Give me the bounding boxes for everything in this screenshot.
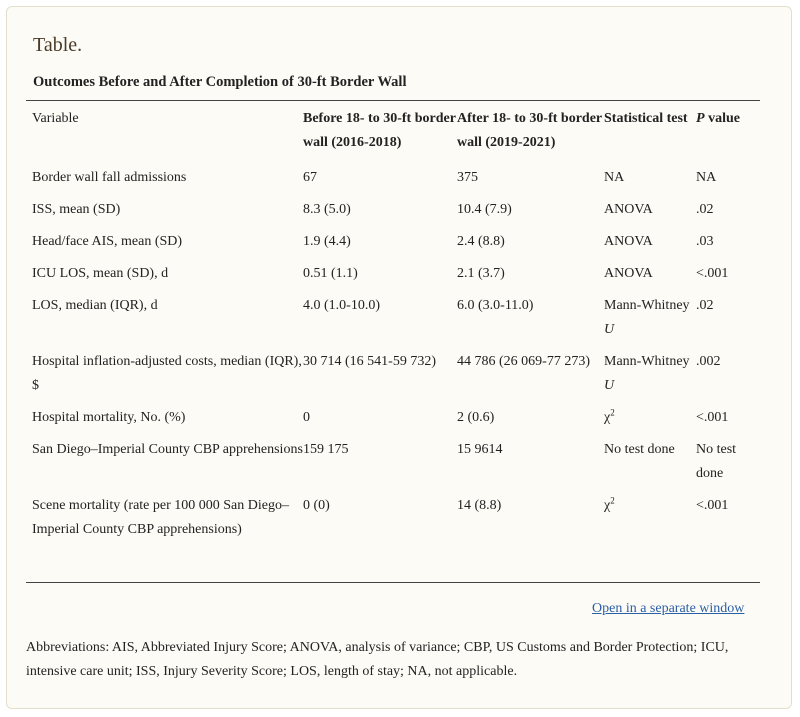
table-row: [26, 344, 760, 400]
cell-before: 1.9 (4.4): [303, 234, 351, 249]
header-before: Before 18- to 30-ft border wall (2016-2018): [303, 111, 456, 150]
header-p-rest: value: [704, 111, 740, 126]
cell-variable: Hospital inflation-adjusted costs, median (IQR), $: [32, 354, 302, 393]
table-bottom-rule: [26, 582, 760, 583]
cell-variable: ICU LOS, mean (SD), d: [32, 266, 169, 281]
cell-before: 8.3 (5.0): [303, 202, 351, 217]
open-in-separate-window-link[interactable]: Open in a separate window: [592, 601, 745, 616]
cell-p: .002: [696, 354, 721, 369]
cell-before: 30 714 (16 541-59 732): [303, 354, 436, 369]
header-variable: Variable: [32, 111, 79, 126]
cell-test: [604, 344, 696, 400]
cell-p: .02: [696, 202, 714, 217]
cell-test-italic: U: [604, 322, 615, 337]
header-after: After 18- to 30-ft border wall (2019-2021): [457, 111, 602, 150]
cell-test: ANOVA: [604, 202, 653, 217]
cell-p: No test done: [696, 442, 737, 481]
cell-after: 44 786 (26 069-77 273): [457, 354, 590, 369]
cell-before: 159 175: [303, 442, 349, 457]
cell-p: NA: [696, 170, 717, 185]
cell-variable: Border wall fall admissions: [32, 170, 187, 185]
cell-after: 2.1 (3.7): [457, 266, 505, 281]
cell-p: <.001: [696, 410, 729, 425]
abbreviations-footnote: Abbreviations: AIS, Abbreviated Injury Score; ANOVA, analysis of variance; CBP, US Customs and Border Protection; ICU, intensive care unit; ISS, Injury Severity Score; LOS, length of stay; NA, not applicable.: [26, 640, 729, 679]
cell-p: .03: [696, 234, 714, 249]
header-statistical-test: Statistical test: [604, 111, 688, 126]
cell-after: 2.4 (8.8): [457, 234, 505, 249]
cell-before: 67: [303, 170, 317, 185]
cell-test-sup: 2: [610, 407, 615, 418]
cell-after: 14 (8.8): [457, 498, 502, 513]
table-header-row: [26, 101, 760, 160]
cell-test: [604, 400, 696, 432]
cell-after: 6.0 (3.0-11.0): [457, 298, 534, 313]
cell-test: NA: [604, 170, 625, 185]
table-title: Outcomes Before and After Completion of 30-ft Border Wall: [33, 74, 407, 90]
table-row: [26, 160, 760, 192]
cell-variable: Head/face AIS, mean (SD): [32, 234, 183, 249]
table-row: [26, 432, 760, 488]
table-label: Table.: [33, 34, 83, 56]
cell-test: [604, 288, 696, 344]
cell-variable: ISS, mean (SD): [32, 202, 121, 217]
cell-test-italic: U: [604, 378, 615, 393]
cell-p: <.001: [696, 266, 729, 281]
header-p-value: [696, 101, 760, 160]
table-row: [26, 224, 760, 256]
table-row: [26, 256, 760, 288]
cell-after: 10.4 (7.9): [457, 202, 512, 217]
cell-before: 4.0 (1.0-10.0): [303, 298, 380, 313]
cell-test-text: Mann-Whitney: [604, 298, 690, 313]
outcomes-table: [26, 101, 760, 544]
cell-before: 0: [303, 410, 310, 425]
table-row: [26, 488, 760, 544]
cell-before: 0.51 (1.1): [303, 266, 358, 281]
cell-test: ANOVA: [604, 266, 653, 281]
cell-variable: San Diego–Imperial County CBP apprehensions: [32, 442, 303, 457]
cell-test: ANOVA: [604, 234, 653, 249]
cell-test-text: χ: [604, 410, 611, 425]
cell-variable: Scene mortality (rate per 100 000 San Diego–Imperial County CBP apprehensions): [32, 498, 289, 537]
cell-after: 15 9614: [457, 442, 503, 457]
header-p-italic: P: [696, 111, 705, 126]
cell-variable: LOS, median (IQR), d: [32, 298, 158, 313]
cell-test: No test done: [604, 442, 675, 457]
cell-test-sup: 2: [610, 495, 615, 506]
cell-after: 2 (0.6): [457, 410, 495, 425]
cell-variable: Hospital mortality, No. (%): [32, 410, 186, 425]
table-row: [26, 192, 760, 224]
cell-test: [604, 488, 696, 544]
table-row: [26, 400, 760, 432]
cell-test-text: Mann-Whitney: [604, 354, 690, 369]
cell-p: .02: [696, 298, 714, 313]
cell-p: <.001: [696, 498, 729, 513]
cell-test-text: χ: [604, 498, 611, 513]
table-row: [26, 288, 760, 344]
cell-after: 375: [457, 170, 478, 185]
cell-before: 0 (0): [303, 498, 330, 513]
